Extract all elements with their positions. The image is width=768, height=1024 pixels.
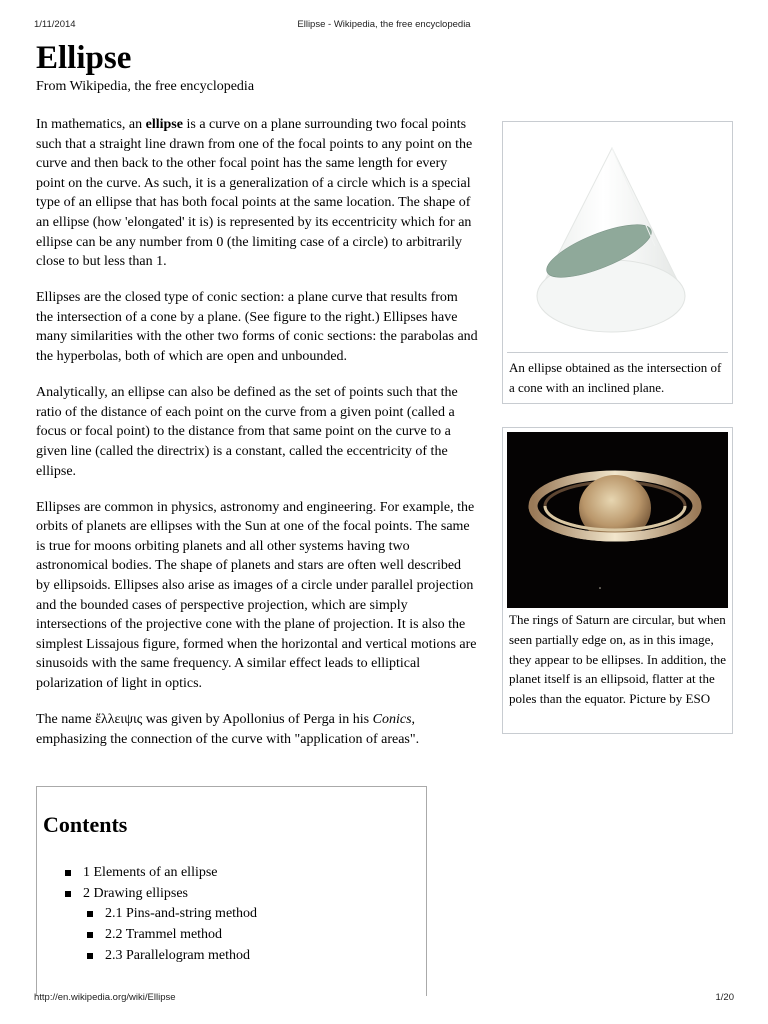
bullet-icon (87, 911, 93, 917)
print-url[interactable]: http://en.wikipedia.org/wiki/Ellipse (34, 992, 176, 1003)
article-body (36, 115, 478, 766)
page-title: Ellipse (36, 40, 132, 76)
toc-title: Contents (43, 812, 128, 837)
saturn-photo (507, 432, 728, 608)
term-ellipse: ellipse (145, 117, 183, 132)
paragraph-applications: Ellipses are common in physics, astronomy and engineering. For example, the orbits of planets are ellipses with the Sun at one of the focal points. The same is true for moons orbiting planets and all other systems having two astronomical bodies. The shape of planets and stars are often well described by ellipsoids. Ellipses also arise as images of a circle under parallel projection and the bounded cases of perspective projection, which are simply intersections of the projective cone with the plane of projection. It is also the simplest Lissajous figure, formed when the horizontal and vertical motions are sinusoids with the same frequency. A similar effect leads to elliptical polarization of light in optics. (36, 499, 477, 691)
paragraph-etymology: The name ἔλλειψις was given by Apollonius of Perga in his Conics, emphasizing the connection of the curve with "application of areas". (36, 712, 420, 747)
saturn-caption: The rings of Saturn are circular, but when seen partially edge on, as in this image, they appear to be ellipses. In addition, the planet itself is an ellipsoid, flatter at the poles than the equator. Picture by ESO (509, 612, 726, 707)
figure-cone (502, 121, 733, 404)
paragraph-conic-section: Ellipses are the closed type of conic section: a plane curve that results from the intersection of a cone by a plane. (See figure to the right.) Ellipses have many similarities with the other two forms of conic sections: the parabolas and the hyperbolas, both of which are open and unbounded. (36, 290, 478, 365)
toc-item-parallelogram[interactable]: 2.3 Parallelogram method (87, 946, 257, 967)
paragraph-intro: In mathematics, an ellipse is a curve on a plane surrounding two focal points such that a straight line drawn from one of the focal points to any point on the curve and then back to the other focal point has the same length for every point on the curve. As such, it is a generalization of a circle which is a special type of an ellipse that has both focal points at the same location. The shape of an ellipse (how 'elongated' it is) is represented by its eccentricity which for an ellipse can be any number from 0 (the limiting case of a circle) to arbitrarily close to but less than 1. (36, 117, 473, 270)
toc-item-drawing[interactable]: 2 Drawing ellipses (65, 884, 257, 905)
page-subtitle: From Wikipedia, the free encyclopedia (36, 79, 255, 94)
toc-item-trammel[interactable]: 2.2 Trammel method (87, 925, 257, 946)
bullet-icon (65, 870, 71, 876)
toc-list (65, 863, 257, 967)
cone-caption: An ellipse obtained as the intersection of a cone with an inclined plane. (509, 360, 722, 395)
print-header (34, 19, 734, 33)
print-footer (34, 992, 734, 1006)
cone-section-illustration (507, 126, 728, 352)
table-of-contents (36, 786, 427, 996)
moon-dot (599, 587, 601, 589)
print-page-number: 1/20 (715, 992, 734, 1003)
greek-word: ἔλλειψις (95, 712, 143, 728)
saturn-image[interactable] (507, 432, 728, 608)
print-page-title: Ellipse - Wikipedia, the free encyclopedia (297, 19, 471, 30)
figure-saturn (502, 427, 733, 734)
cone-image[interactable] (507, 126, 728, 353)
paragraph-analytic: Analytically, an ellipse can also be defined as the set of points such that the ratio of the distance of each point on the curve from a given point (called a focus or focal point) to the distance from that same point on the curve to a given line (called the directrix) is a constant, called the eccentricity of the ellipse. (36, 385, 458, 479)
bullet-icon (87, 953, 93, 959)
bullet-icon (87, 932, 93, 938)
bullet-icon (65, 891, 71, 897)
conics-title: Conics (372, 712, 412, 728)
toc-item-elements[interactable]: 1 Elements of an ellipse (65, 863, 257, 884)
print-date: 1/11/2014 (34, 19, 76, 30)
toc-item-pins-and-string[interactable]: 2.1 Pins-and-string method (87, 904, 257, 925)
